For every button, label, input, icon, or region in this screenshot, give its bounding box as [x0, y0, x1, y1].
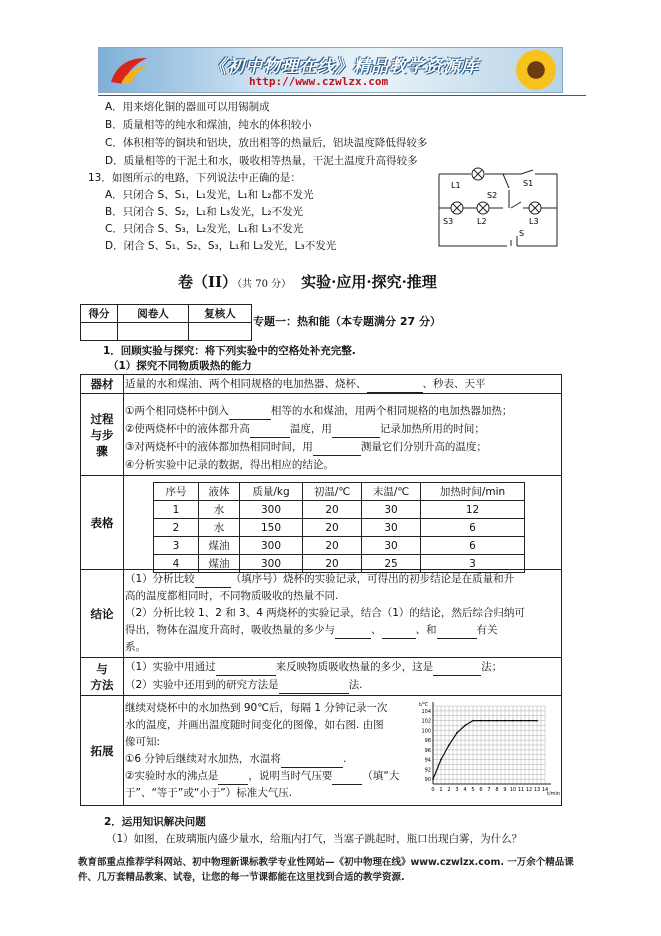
lamp-extra-icon: [451, 202, 463, 214]
temperature-chart: [417, 698, 561, 802]
x-tick-label: 7: [487, 787, 491, 793]
cell: 300: [240, 555, 303, 573]
ext-line-6: 于”、“等于”或“小于”）标准大气压.: [125, 787, 293, 799]
method-1a: （1）实验中用通过: [125, 661, 216, 673]
footer: [78, 855, 588, 885]
label-l2: L2: [477, 217, 487, 226]
data-table: [153, 482, 525, 573]
proc-1a: ①两个相同烧杯中倒入: [125, 405, 229, 417]
concl-1b: （填序号）烧杯的实验记录，可得出的初步结论是在质量和升: [230, 573, 515, 585]
procedure-label-text: 过程与步骤: [90, 412, 114, 458]
label-s2: S2: [487, 191, 498, 200]
equipment-row: [81, 375, 561, 393]
method-2b: 法.: [348, 679, 363, 691]
data-point: [480, 720, 482, 722]
concl-4a: 得出，物体在温度升高时，吸收热量的多少与: [125, 624, 335, 636]
lamp-l3-icon: [529, 202, 541, 214]
label-s1: S1: [523, 179, 534, 188]
blank-ext-3[interactable]: [332, 772, 362, 785]
method-label-top: 与: [96, 662, 108, 676]
conclusion-line-5: 系。: [125, 641, 146, 653]
q13-stem: 13．如图所示的电路，下列说法中正确的是：: [88, 172, 301, 184]
site-logo-icon: [107, 54, 151, 86]
procedure-line-1: [125, 403, 557, 420]
data-table-header: [154, 483, 525, 501]
q2-1-text: （1）如图，在玻璃瓶内盛少量水，给瓶内打气，当塞子跳起时，瓶口出现白雾，为什么？: [106, 833, 523, 845]
lamp-l2-icon: [477, 202, 489, 214]
y-tick-label: 92: [424, 767, 431, 774]
x-tick-label: 13: [533, 787, 541, 793]
q12-option-d: D．质量相等的干泥土和水，吸收相等热量，干泥土温度升高得较多: [105, 155, 418, 167]
ext-line-3: 像可知:: [125, 736, 161, 748]
cell: 300: [240, 537, 303, 555]
label-s3: S3: [443, 217, 454, 226]
x-tick-label: 11: [517, 787, 525, 793]
cell: 3: [421, 555, 525, 573]
banner-title: 《初中物理在线》精品教学资源库: [209, 57, 479, 77]
table-row: [154, 537, 525, 555]
cell: 煤油: [199, 555, 240, 573]
cell: 2: [154, 519, 199, 537]
cell: 20: [303, 501, 362, 519]
blank-concl-1[interactable]: [195, 575, 231, 588]
q1-subtitle: （1）探究不同物质吸热的能力: [108, 360, 252, 372]
cell: 20: [303, 537, 362, 555]
score-header: 得分: [81, 305, 118, 323]
data-point: [456, 732, 458, 734]
method-1b: 来反映物质吸收热量的多少，这是: [275, 661, 434, 673]
header-liquid: 液体: [199, 483, 240, 501]
x-tick-label: 2: [447, 787, 451, 793]
blank-ext-1[interactable]: [281, 755, 343, 768]
ext-4a: ①6 分钟后继续对水加热，水温将: [125, 753, 281, 765]
blank-ext-2[interactable]: [218, 772, 248, 785]
proc-2a: ②使两烧杯中的液体都升高: [125, 423, 250, 435]
ext-5c: （填“大: [362, 770, 400, 782]
y-axis-label: t/℃: [419, 702, 429, 708]
procedure-line-3: [125, 439, 557, 456]
table-row: [154, 501, 525, 519]
x-tick-label: 3: [455, 787, 459, 793]
blank-method-3[interactable]: [279, 681, 349, 694]
ext-5b: ，说明当时气压要: [248, 770, 333, 782]
blank-proc-3[interactable]: [332, 425, 380, 438]
proc-1b: 相等的水和煤油，用两个相同规格的电加热器加热；: [270, 405, 513, 417]
score-cell[interactable]: [81, 323, 118, 341]
header-init-temp: 初温/℃: [303, 483, 362, 501]
cell: 30: [362, 537, 421, 555]
concl-4b: 、: [371, 624, 382, 636]
data-point: [472, 720, 474, 722]
data-point: [464, 725, 466, 727]
cell: 30: [362, 519, 421, 537]
grader-header: 阅卷人: [118, 305, 189, 323]
equipment-text-b: 、秒表、天平: [422, 378, 486, 390]
section-label: 卷（II）: [178, 273, 238, 291]
y-tick-label: 100: [421, 728, 431, 735]
proc-3a: ③对两烧杯中的液体都加热相同时间，用: [125, 441, 313, 453]
concl-4c: 、和: [415, 624, 437, 636]
label-l1: L1: [451, 181, 461, 190]
y-tick-label: 96: [424, 747, 431, 754]
cell: 6: [421, 537, 525, 555]
cell: 水: [199, 519, 240, 537]
data-point: [504, 720, 506, 722]
blank-concl-2[interactable]: [335, 626, 371, 639]
conclusion-label: 结论: [81, 570, 124, 658]
data-point: [528, 720, 530, 722]
q12-option-a: A．用来熔化铜的器皿可以用锡制成: [105, 101, 270, 113]
conclusion-row: [81, 569, 561, 658]
ext-5a: ②实验时水的沸点是: [125, 770, 219, 782]
data-point: [512, 720, 514, 722]
table-row-section: [81, 475, 561, 570]
header-heat-time: 加热时间/min: [421, 483, 525, 501]
q13-option-d: D．闭合 S、S₁、S₂、S₃，L₁和 L₂发光，L₃不发光: [105, 240, 337, 252]
section-title: [178, 271, 437, 292]
table-label: 表格: [81, 476, 124, 570]
sunflower-icon: [516, 50, 556, 90]
topic-heading: 专题一：热和能（本专题满分 27 分）: [253, 315, 441, 328]
x-tick-label: 1: [439, 787, 443, 793]
proc-2c: 记录加热所用的时间；: [379, 423, 485, 435]
conclusion-line-4: [125, 622, 557, 639]
cell: 20: [303, 519, 362, 537]
cell: 4: [154, 555, 199, 573]
cell: 3: [154, 537, 199, 555]
q12-option-b: B．质量相等的纯水和煤油，纯水的体积较小: [105, 119, 312, 131]
method-1c: 法；: [481, 661, 503, 673]
q1-title: 1．回顾实验与探究：将下列实验中的空格处补充完整.: [103, 345, 356, 357]
proc-2b: 温度，用: [289, 423, 332, 435]
y-tick-label: 98: [424, 738, 431, 745]
y-tick-label: 94: [424, 757, 431, 764]
ext-line-2: 水的温度，并画出温度随时间变化的图像，如右图. 由图: [125, 719, 384, 731]
blank-equipment[interactable]: [367, 380, 423, 393]
extension-row: [81, 695, 561, 806]
cell: 30: [362, 501, 421, 519]
procedure-line-4: ④分析实验中记录的数据，得出相应的结论。: [125, 459, 334, 471]
equipment-label: 器材: [81, 375, 124, 393]
equipment-text-a: 适量的水和煤油、两个相同规格的电加热器、烧杯、: [125, 378, 367, 390]
concl-4d: 有关: [476, 624, 498, 636]
footer-line-2: 件、几万套精品教案、试卷，让您的每一节课都能在这里找到合适的教学资源.: [78, 872, 405, 883]
data-point: [432, 778, 434, 780]
method-line-1: [125, 659, 557, 676]
q2-title: 2．运用知识解决问题: [104, 816, 206, 828]
label-s: S: [519, 229, 525, 238]
score-table: [80, 304, 252, 341]
banner-url[interactable]: http://www.czwlzx.com: [249, 75, 389, 88]
header-final-temp: 末温/℃: [362, 483, 421, 501]
header-banner: [98, 47, 563, 93]
table-row: [154, 519, 525, 537]
circuit-diagram: [433, 168, 563, 260]
method-line-2: [125, 677, 557, 694]
cell: 25: [362, 555, 421, 573]
lamp-l1-icon: [472, 168, 484, 180]
proc-3b: 测量它们分别升高的温度；: [360, 441, 487, 453]
cell: 煤油: [199, 537, 240, 555]
method-row: [81, 657, 561, 696]
procedure-label: [81, 394, 124, 476]
q13-option-a: A．只闭合 S、S₁，L₁发光，L₁和 L₂都不发光: [105, 189, 314, 201]
cell: 12: [421, 501, 525, 519]
x-tick-label: 10: [509, 787, 517, 793]
blank-method-1[interactable]: [216, 663, 276, 676]
method-label: [81, 658, 124, 696]
method-label-bottom: 方法: [90, 678, 114, 692]
q13-option-b: B．只闭合 S、S₂，L₁和 L₃发光，L₂不发光: [105, 206, 304, 218]
header-index: 序号: [154, 483, 199, 501]
x-tick-label: 12: [525, 787, 533, 793]
x-tick-label: 5: [471, 787, 475, 793]
header-rule: [98, 95, 586, 96]
q13-option-c: C．只闭合 S、S₃，L₂发光，L₁和 L₃不发光: [105, 223, 304, 235]
x-tick-label: 0: [431, 787, 435, 793]
label-l3: L3: [529, 217, 539, 226]
x-tick-label: 9: [503, 787, 507, 793]
data-point: [440, 759, 442, 761]
blank-method-2[interactable]: [433, 663, 481, 676]
x-tick-label: 8: [495, 787, 499, 793]
x-tick-label: 4: [463, 787, 467, 793]
cell: 6: [421, 519, 525, 537]
y-tick-label: 104: [421, 708, 431, 715]
method-2a: （2）实验中还用到的研究方法是: [125, 679, 279, 691]
cell: 20: [303, 555, 362, 573]
ext-line-1: 继续对烧杯中的水加热到 90℃后，每隔 1 分钟记录一次: [125, 702, 388, 714]
data-point: [448, 744, 450, 746]
section-points: （共 70 分）: [237, 279, 292, 290]
reviewer-cell[interactable]: [189, 323, 252, 341]
x-tick-label: 14: [541, 787, 549, 793]
q12-option-c: C．体积相等的铜块和铝块，放出相等的热量后，铝块温度降低得较多: [105, 137, 428, 149]
concl-1a: （1）分析比较: [125, 573, 195, 585]
grader-cell[interactable]: [118, 323, 189, 341]
procedure-row: [81, 393, 561, 476]
blank-concl-3[interactable]: [382, 626, 416, 639]
data-point: [488, 720, 490, 722]
x-axis-label: t/min: [547, 791, 561, 797]
conclusion-line-1: [125, 571, 557, 588]
ext-4b: .: [342, 753, 347, 765]
y-tick-label: 90: [424, 777, 431, 784]
blank-proc-2[interactable]: [250, 425, 290, 438]
y-tick-label: 102: [421, 718, 431, 725]
cell: 水: [199, 501, 240, 519]
conclusion-line-3: （2）分析比较 1、2 和 3、4 两烧杯的实验记录，结合（1）的结论，然后综合归纳可: [125, 607, 525, 619]
x-tick-label: 6: [479, 787, 483, 793]
cell: 1: [154, 501, 199, 519]
data-point: [536, 720, 538, 722]
blank-concl-4[interactable]: [437, 626, 477, 639]
data-point: [496, 720, 498, 722]
experiment-table: [80, 374, 562, 806]
data-point: [520, 720, 522, 722]
equipment-text: [125, 376, 557, 393]
blank-proc-4[interactable]: [313, 443, 361, 456]
blank-proc-1[interactable]: [229, 407, 271, 420]
cell: 150: [240, 519, 303, 537]
footer-line-1: 教育部重点推荐学科网站、初中物理新课标教学专业性网站—《初中物理在线》www.czwlzx.com. 一万余个精品课: [78, 857, 574, 868]
extension-label: 拓展: [81, 696, 124, 806]
conclusion-line-2: 高的温度都相同时，不同物质吸收的热量不同.: [125, 590, 339, 602]
cell: 300: [240, 501, 303, 519]
section-subtitle: 实验·应用·探究·推理: [301, 273, 437, 291]
reviewer-header: 复核人: [189, 305, 252, 323]
procedure-line-2: [125, 421, 557, 438]
header-mass: 质量/kg: [240, 483, 303, 501]
